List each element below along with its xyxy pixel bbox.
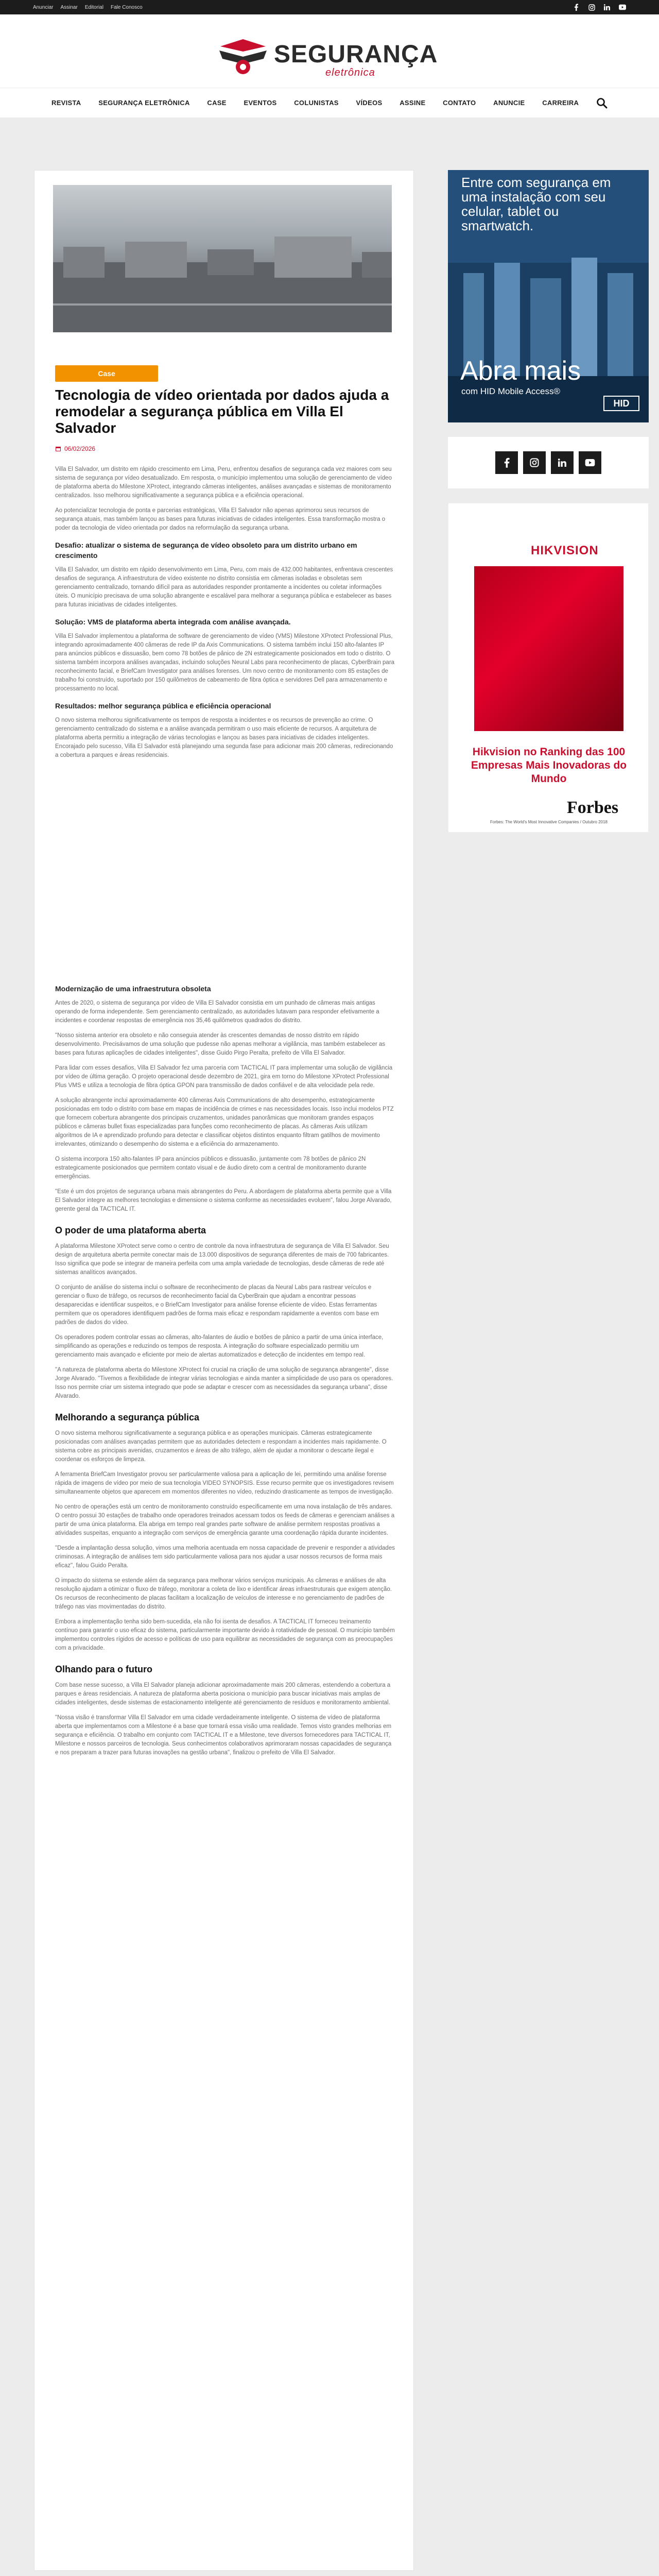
date-text: 06/02/2026 xyxy=(64,445,96,452)
nav-item-eventos[interactable]: EVENTOS xyxy=(244,99,277,107)
paragraph: Villa El Salvador, um distrito em rápido crescimento em Lima, Peru, enfrentou desafios de segurança cada vez maiores com seu sistema de segurança por vídeo desatualizado. Em resposta, o município implementou uma solução de gerenciamento de vídeo de plataforma aberta do Milestone XProtect, integrando câmeras inteligentes, análises avançadas e sistemas de monitoramento centralizados. Isso melhorou significativamente a segurança pública e a eficiência operacional. xyxy=(55,466,392,499)
facebook-icon[interactable] xyxy=(495,451,518,474)
nav-item-assine[interactable]: ASSINE xyxy=(400,99,426,107)
section-heading: Solução: VMS de plataforma aberta integrada com análise avançada. xyxy=(55,618,291,626)
paragraph: O sistema incorpora 150 alto-falantes IP para anúncios públicos e dissuasão, juntamente com 78 botões de pânico 2N estrategicamente posicionados que permitem contato visual e de áudio direto com a central de monitoramento durante emergências. xyxy=(55,1156,367,1180)
top-social-icons xyxy=(573,4,626,11)
site-header xyxy=(0,14,659,88)
article-body xyxy=(55,465,395,1764)
logo-mark-icon xyxy=(215,36,271,79)
article-hero-image xyxy=(53,185,392,332)
youtube-icon[interactable] xyxy=(579,451,601,474)
paragraph: "Desde a implantação dessa solução, vimos uma melhoria acentuada em nossa capacidade de prevenir e responder a atividades criminosas. A integração de análises tem sido particularmente valiosa para nos ajudar a usar nossos recursos de forma mais eficaz", falou Guido Peralta. xyxy=(55,1545,395,1569)
paragraph: O impacto do sistema se estende além da segurança para melhorar vários serviços municipais. As câmeras e análises de alta resolução ajudam a otimizar o fluxo de tráfego, monitorar a coleta de lixo e identificar áreas infraestruturais que exigem atenção. Os recursos de reconhecimento de placas facilitam a localização de veículos de interesse e no gerenciamento de padrões de tráfego nas vias movimentadas do distrito. xyxy=(55,1578,392,1610)
section-heading: Desafio: atualizar o sistema de segurança de vídeo obsoleto para um distrito urbano em crescimento xyxy=(55,541,357,560)
forbes-caption: Forbes: The World's Most Innovative Companies / Outubro 2018 xyxy=(490,820,608,824)
article-container xyxy=(34,170,414,2571)
nav-item-case[interactable]: CASE xyxy=(207,99,227,107)
paragraph: Antes de 2020, o sistema de segurança por vídeo de Villa El Salvador consistia em um punhado de câmeras mais antigas operando de forma independente. Sem gerenciamento centralizado, as autoridades lutavam para responder efetivamente a incidentes e coordenar respostas de emergência nos 35,46 quilômetros quadrados do distrito. xyxy=(55,1000,379,1024)
paragraph: Ao potencializar tecnologia de ponta e parcerias estratégicas, Villa El Salvador não apenas aprimorou seus recursos de segurança atuais, mas também lançou as bases para futuras iniciativas de cidades inteligentes. Essa transformação mostra o poder da tecnologia de vídeo orientada por dados na reformulação da segurança urbana. xyxy=(55,507,386,531)
site-logo[interactable] xyxy=(215,36,442,79)
hikvision-ad-banner[interactable] xyxy=(448,503,649,833)
paragraph: "A natureza de plataforma aberta do Milestone XProtect foi crucial na criação de uma solução de segurança abrangente", disse Jorge Alvarado. "Tivemos a flexibilidade de integrar várias tecnologias e ainda manter a simplicidade de uso para os operadores. Isso nos permite criar um sistema integrado que pode se adaptar e crescer com as necessidades da segurança urbana", disse Alvarado. xyxy=(55,1367,393,1399)
nav-item-contato[interactable]: CONTATO xyxy=(443,99,476,107)
sidebar-social xyxy=(448,437,649,488)
nav-item-revista[interactable]: REVISTA xyxy=(51,99,81,107)
paragraph: O novo sistema melhorou significativamente a segurança pública e as operações municipais. Câmeras estrategicamente posicionadas com análises avançadas permitem que as autoridades detectem e respondam a incidentes mais rapidamente. O sistema cobre as principais avenidas, cruzamentos e áreas de alto tráfego, além de ajudar a monitorar o descarte ilegal e coordenar os esforços de limpeza. xyxy=(55,1430,387,1463)
linkedin-icon[interactable] xyxy=(551,451,574,474)
instagram-icon[interactable] xyxy=(523,451,546,474)
top-link[interactable]: Fale Conosco xyxy=(110,4,143,10)
nav-item-colunistas[interactable]: COLUNISTAS xyxy=(294,99,339,107)
hikvision-ad-image xyxy=(474,566,623,731)
top-link[interactable]: Anunciar xyxy=(33,4,54,10)
section-heading: Modernização de uma infraestrutura obsoleta xyxy=(55,985,211,993)
article-title: Tecnologia de vídeo orientada por dados ajuda a remodelar a segurança pública em Villa El Salvador xyxy=(55,387,389,436)
paragraph: Com base nesse sucesso, a Villa El Salvador planeja adicionar aproximadamente mais 200 câmeras, estendendo a cobertura a parques e áreas residenciais. A natureza de plataforma aberta posiciona o município para buscar iniciativas mais amplas de cidades inteligentes, desde sistemas de estacionamento inteligente até gerenciamento de resíduos e monitoramento ambiental. xyxy=(55,1682,391,1706)
article-date xyxy=(55,445,95,452)
paragraph: Embora a implementação tenha sido bem-sucedida, ela não foi isenta de desafios. A TACTICAL IT forneceu treinamento contínuo para garantir o uso eficaz do sistema, particularmente importante devido à rotatividade de pessoal. O município também implementou controles rígidos de acesso e políticas de uso para equilibrar as necessidades de segurança com as preocupações com a privacidade. xyxy=(55,1619,395,1651)
section-heading: Melhorando a segurança pública xyxy=(55,1412,200,1422)
ad-small-text: com HID Mobile Access® xyxy=(461,386,561,396)
hid-ad-banner[interactable] xyxy=(448,170,649,422)
paragraph: "Nosso sistema anterior era obsoleto e não conseguia atender às crescentes demandas de nosso distrito em rápido desenvolvimento. Precisávamos de uma solução que pudesse não apenas melhorar a vigilância, mas também estabelecer as bases para futuras aplicações de cidades inteligentes", disse Guido Pirgo Peralta, prefeito de Villa El Salvador. xyxy=(55,1032,386,1056)
nav-item-anuncie[interactable]: ANUNCIE xyxy=(493,99,525,107)
instagram-icon[interactable] xyxy=(588,4,595,11)
section-heading: Resultados: melhor segurança pública e eficiência operacional xyxy=(55,702,271,710)
nav-item-seguranca-eletronica[interactable]: SEGURANÇA ELETRÔNICA xyxy=(98,99,190,107)
top-link[interactable]: Assinar xyxy=(60,4,78,10)
ad-headline: Entre com segurança em uma instalação com seu celular, tablet ou smartwatch. xyxy=(461,175,611,233)
paragraph: No centro de operações está um centro de monitoramento construído especificamente em uma nova instalação de três andares. O centro possui 30 estações de trabalho onde operadores treinados acessam todos os feeds de câmeras e gerenciam análises a partir de uma única plataforma. Ela abriga em tempo real grandes parte software de análise permitem respostas proativas a atividades suspeitas, enquanto a integração com serviços de emergência garante uma coordenação rápida durante incidentes. xyxy=(55,1504,395,1536)
calendar-icon xyxy=(55,446,61,452)
paragraph: Os operadores podem controlar essas ao câmeras, alto-falantes de áudio e botões de pânico a partir de uma única interface, simplificando as operações e reduzindo os tempos de resposta. A integração do software especializado permitiu um gerenciamento mais avançado e eficiente por meio de alertas automatizados e detecção de incidentes em tempo real. xyxy=(55,1334,384,1358)
paragraph: Villa El Salvador implementou a plataforma de software de gerenciamento de vídeo (VMS) Milestone XProtect Professional Plus, integrando aproximadamente 400 câmeras de rede IP da Axis Communications. O sistema também inclui 150 alto-falantes IP para anúncios públicos e dissuasão, bem como 78 botões de pânico de 2N estrategicamente posicionados em todo o distrito. O sistema também incorpora análises avançadas, incluindo soluções Neural Labs para reconhecimento de placas, CyberBrain para reconhecimento facial, e BriefCam Investigator para análises forenses. Um novo centro de monitoramento com 85 estações de trabalho foi construído, suportado por 150 quilômetros de cabeamento de fibra óptica e servidores Dell para armazenamento e processamento no local. xyxy=(55,633,395,692)
paragraph: Villa El Salvador, um distrito em rápido desenvolvimento em Lima, Peru, com mais de 432.000 habitantes, enfrentava crescentes desafios de segurança. A infraestrutura de vídeo existente no distrito consistia em câmeras isoladas e obsoletas sem gerenciamento centralizado, tornando difícil para as autoridades responder prontamente a incidentes ou coletar informações úteis. O município precisava de uma solução abrangente e escalável para melhorar a segurança pública e estabelecer as bases para futuras iniciativas de cidades inteligentes. xyxy=(55,567,393,608)
section-heading: Olhando para o futuro xyxy=(55,1664,152,1674)
paragraph: A plataforma Milestone XProtect serve como o centro de controle da nova infraestrutura de segurança de Villa El Salvador. Seu design de arquitetura aberta permite conectar mais de 13.000 dispositivos de segurança diferentes de mais de 700 fabricantes. Isso significa que pode se integrar de maneira perfeita com uma ampla variedade de tecnologias, desde câmeras de rede até sistemas analíticos avançados. xyxy=(55,1243,389,1276)
paragraph: A solução abrangente inclui aproximadamente 400 câmeras Axis Communications de alto desempenho, estrategicamente posicionadas em todo o distrito com base em mapas de incidência de crimes e nas necessidades locais. Isso inclui modelos PTZ que fornecem cobertura abrangente dos principais cruzamentos, unidades panorâmicas que monitoram grandes espaços públicos e câmeras bullet fixas especializadas para funções como reconhecimento de placas. As câmeras Axis utilizam algoritmos de IA e aprendizado profundo para detectar e classificar objetos distintos enquanto filtram gatilhos de movimento irrelevantes, otimizando o desempenho do sistema e a eficiência do armazenamento. xyxy=(55,1097,394,1147)
paragraph: "Nossa visão é transformar Villa El Salvador em uma cidade verdadeiramente inteligente. O sistema de vídeo de plataforma aberta que implementamos com a Milestone é a base que tornará essa visão uma realidade. Temos visto grandes melhorias em segurança e eficiência. O trabalho em conjunto com TACTICAL IT e a Milestone, teve diversos fornecedores para TACTICAL IT, Milestone e nossos parceiros de tecnologia. Seus conhecimentos colaborativos aprimoraram nossas capacidades de segurança e nos preparam a trazer para futuras inovações na gestão urbana", finalizou o prefeito de Villa El Salvador. xyxy=(55,1715,392,1756)
linkedin-icon[interactable] xyxy=(603,4,611,11)
ad-big-text: Abra mais xyxy=(460,356,581,386)
paragraph: O novo sistema melhorou significativamente os tempos de resposta a incidentes e os recursos de prevenção ao crime. O gerenciamento centralizado do sistema e a análise avançada permitiram o uso mais eficiente de recursos. A arquitetura de plataforma aberta permitiu a integração de várias tecnologias e lançou as bases para iniciativas de cidades inteligentes. Encorajado pelo sucesso, Villa El Salvador está planejando uma segunda fase para adicionar mais 200 câmeras, redirecionando a cobertura a parques e áreas residenciais. xyxy=(55,717,393,758)
paragraph: O conjunto de análise do sistema inclui o software de reconhecimento de placas da Neural Labs para rastrear veículos e gerenciar o fluxo de tráfego, os recursos de reconhecimento facial da CyberBrain que ajudam a encontrar pessoas desaparecidas e identificar suspeitos, e o BriefCam Investigator para análise forense eficiente de vídeo. Estas ferramentas permitem que os operadores identifiquem padrões de forma mais eficaz e respondam rapidamente a eventos com base em padrões de dados do vídeo. xyxy=(55,1284,379,1326)
hid-logo: HID xyxy=(603,396,639,411)
logo-main-text: SEGURANÇA xyxy=(274,41,438,68)
top-links xyxy=(33,5,143,10)
paragraph: A ferramenta BriefCam Investigator provou ser particularmente valiosa para a aplicação de lei, permitindo uma análise forense rápida de imagens de vídeo por meio de sua tecnologia VIDEO SYNOPSIS. Esse recurso permite que os investigadores revisem simultaneamente objetos que aparecem em momentos diferentes no vídeo, reduzindo drasticamente as tempos de investigação. xyxy=(55,1471,394,1495)
section-heading: O poder de uma plataforma aberta xyxy=(55,1225,206,1235)
embedded-video-placeholder xyxy=(55,766,395,976)
category-button[interactable]: Case xyxy=(55,365,158,382)
forbes-logo: Forbes xyxy=(567,798,619,817)
top-link[interactable]: Editorial xyxy=(84,4,103,10)
paragraph: "Este é um dos projetos de segurança urbana mais abrangentes do Peru. A abordagem de plataforma aberta permite que a Villa El Salvador integre as melhores tecnologias e dimensione o sistema conforme as necessidades evoluem", falou Jorge Alvarado, gerente geral da TACTICAL IT. xyxy=(55,1189,392,1212)
facebook-icon[interactable] xyxy=(573,4,580,11)
top-bar xyxy=(0,0,659,14)
hikvision-logo: HIKVISION xyxy=(531,544,599,557)
search-icon[interactable] xyxy=(596,97,608,109)
hikvision-ad-text: Hikvision no Ranking das 100 Empresas Mais Inovadoras do Mundo xyxy=(471,746,627,785)
paragraph: Para lidar com esses desafios, Villa El Salvador fez uma parceria com TACTICAL IT para implementar uma solução de vigilância por vídeo de última geração. O projeto operacional desde dezembro de 2021, gira em torno do Milestone XProtect Professional Plus VMS e utiliza a tecnologia de fibra óptica GPON para transmissão de dados confiável e de alta velocidade pela rede. xyxy=(55,1065,393,1089)
logo-sub-text: eletrônica xyxy=(325,67,375,78)
main-nav xyxy=(0,88,659,117)
youtube-icon[interactable] xyxy=(619,4,626,11)
nav-item-videos[interactable]: VÍDEOS xyxy=(356,99,383,107)
nav-item-carreira[interactable]: CARREIRA xyxy=(542,99,579,107)
